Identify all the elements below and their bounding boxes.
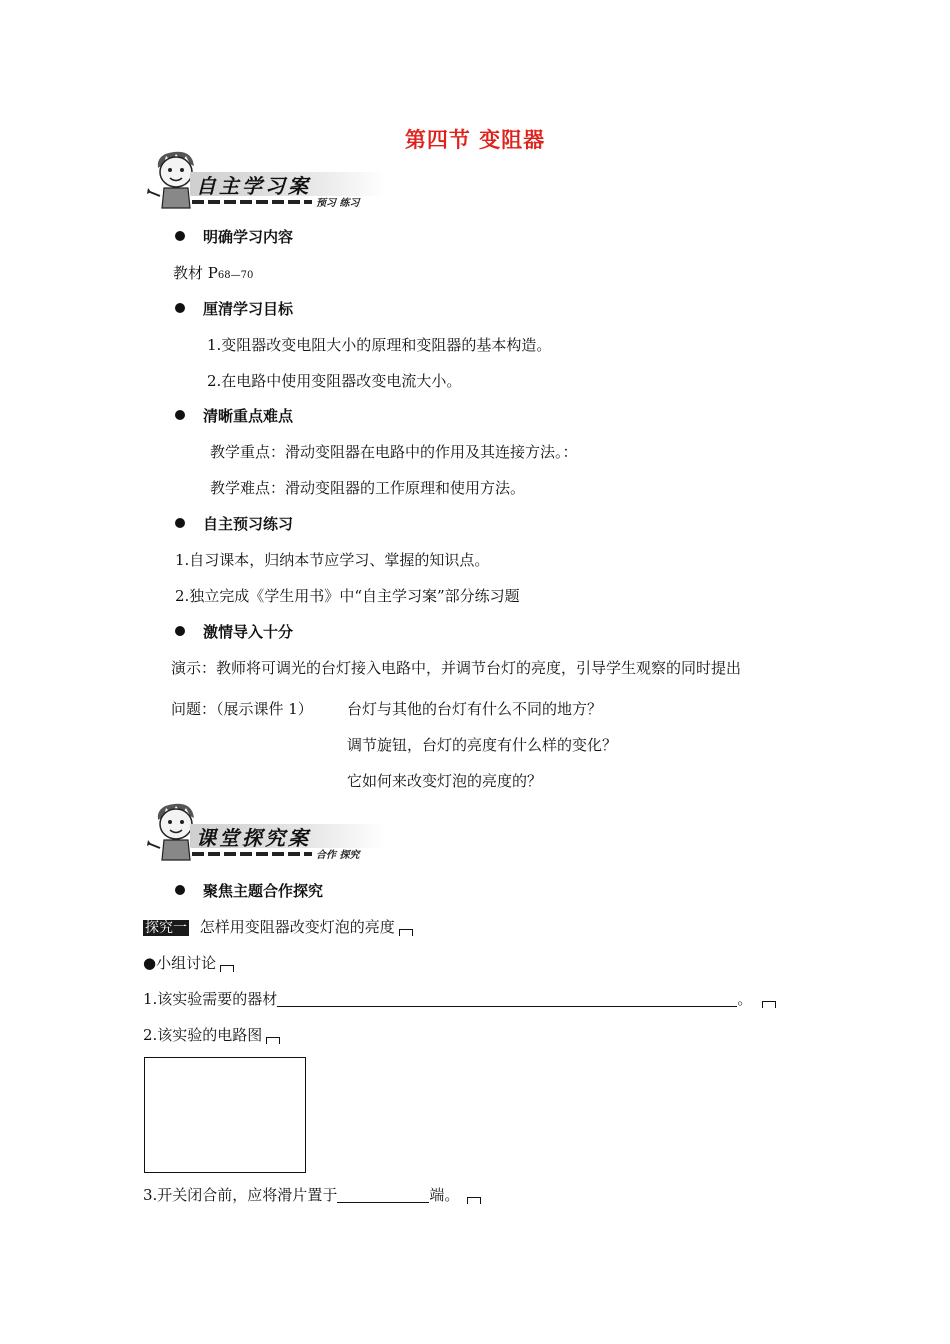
question-item: 它如何来改变灯泡的亮度的？ [347, 772, 543, 790]
keypoint-item: 教学重点：滑动变阻器在电路中的作用及其连接方法。： [210, 443, 578, 461]
group-discussion: ●小组讨论 [143, 953, 234, 973]
banner-subtitle: 合作 探究 [316, 850, 360, 861]
edit-mark-icon [399, 929, 413, 936]
bullet-icon [175, 626, 185, 636]
question-prefix: 问题：（展示课件 1） [171, 700, 313, 718]
question-materials: 1.该实验需要的器材 。 [143, 989, 776, 1009]
preview-item: 1.自习课本，归纳本节应学习、掌握的知识点。 [175, 551, 490, 569]
section-heading-goals: 厘清学习目标 [175, 299, 293, 319]
question-item: 调节旋钮，台灯的亮度有什么样的变化？ [347, 736, 618, 754]
keypoint-item: 教学难点：滑动变阻器的工作原理和使用方法。 [210, 479, 526, 497]
section-heading-intro: 激情导入十分 [175, 622, 293, 642]
edit-mark-icon [467, 1197, 481, 1204]
demo-text: 演示：教师将可调光的台灯接入电路中，并调节台灯的亮度，引导学生观察的同时提出 [171, 659, 742, 677]
section-heading-preview: 自主预习练习 [175, 514, 293, 534]
bullet-icon [175, 303, 185, 313]
preview-item: 2.独立完成《学生用书》中“自主学习案”部分练习题 [175, 587, 520, 605]
explore-topic-text: 怎样用变阻器改变灯泡的亮度 [199, 918, 395, 936]
banner-subtitle: 预习 练习 [316, 198, 360, 209]
bullet-icon [175, 518, 185, 528]
banner-dashes [192, 852, 312, 856]
banner-dashes [192, 200, 312, 204]
banner-heading: 自主学习案 [196, 174, 311, 198]
bullet-icon [175, 410, 185, 420]
textbook-pages: 教材 P68—70 [173, 264, 254, 282]
page-title: 第四节 变阻器 [404, 127, 546, 152]
section-heading-content: 明确学习内容 [175, 227, 293, 247]
explore-tag: 探究一 [145, 920, 187, 936]
explore-topic [143, 917, 413, 938]
materials-blank[interactable] [277, 990, 737, 1007]
self-study-banner [146, 148, 396, 218]
edit-mark-icon [220, 965, 234, 972]
banner-heading: 课堂探究案 [196, 826, 311, 850]
question-slider: 3.开关闭合前，应将滑片置于 端。 [143, 1185, 481, 1205]
goal-item: 1.变阻器改变电阻大小的原理和变阻器的基本构造。 [207, 336, 552, 354]
edit-mark-icon [266, 1037, 280, 1044]
goal-item: 2.在电路中使用变阻器改变电流大小。 [207, 372, 462, 390]
circuit-diagram-box[interactable] [144, 1057, 306, 1173]
edit-mark-icon [762, 1001, 776, 1008]
bullet-icon [175, 231, 185, 241]
question-item: 台灯与其他的台灯有什么不同的地方？ [347, 700, 603, 718]
bullet-icon [175, 885, 185, 895]
classroom-banner [146, 800, 396, 870]
question-circuit: 2.该实验的电路图 [143, 1025, 280, 1045]
section-heading-explore: 聚焦主题合作探究 [175, 881, 323, 901]
slider-position-blank[interactable] [337, 1186, 429, 1203]
section-heading-keypoints: 清晰重点难点 [175, 406, 293, 426]
